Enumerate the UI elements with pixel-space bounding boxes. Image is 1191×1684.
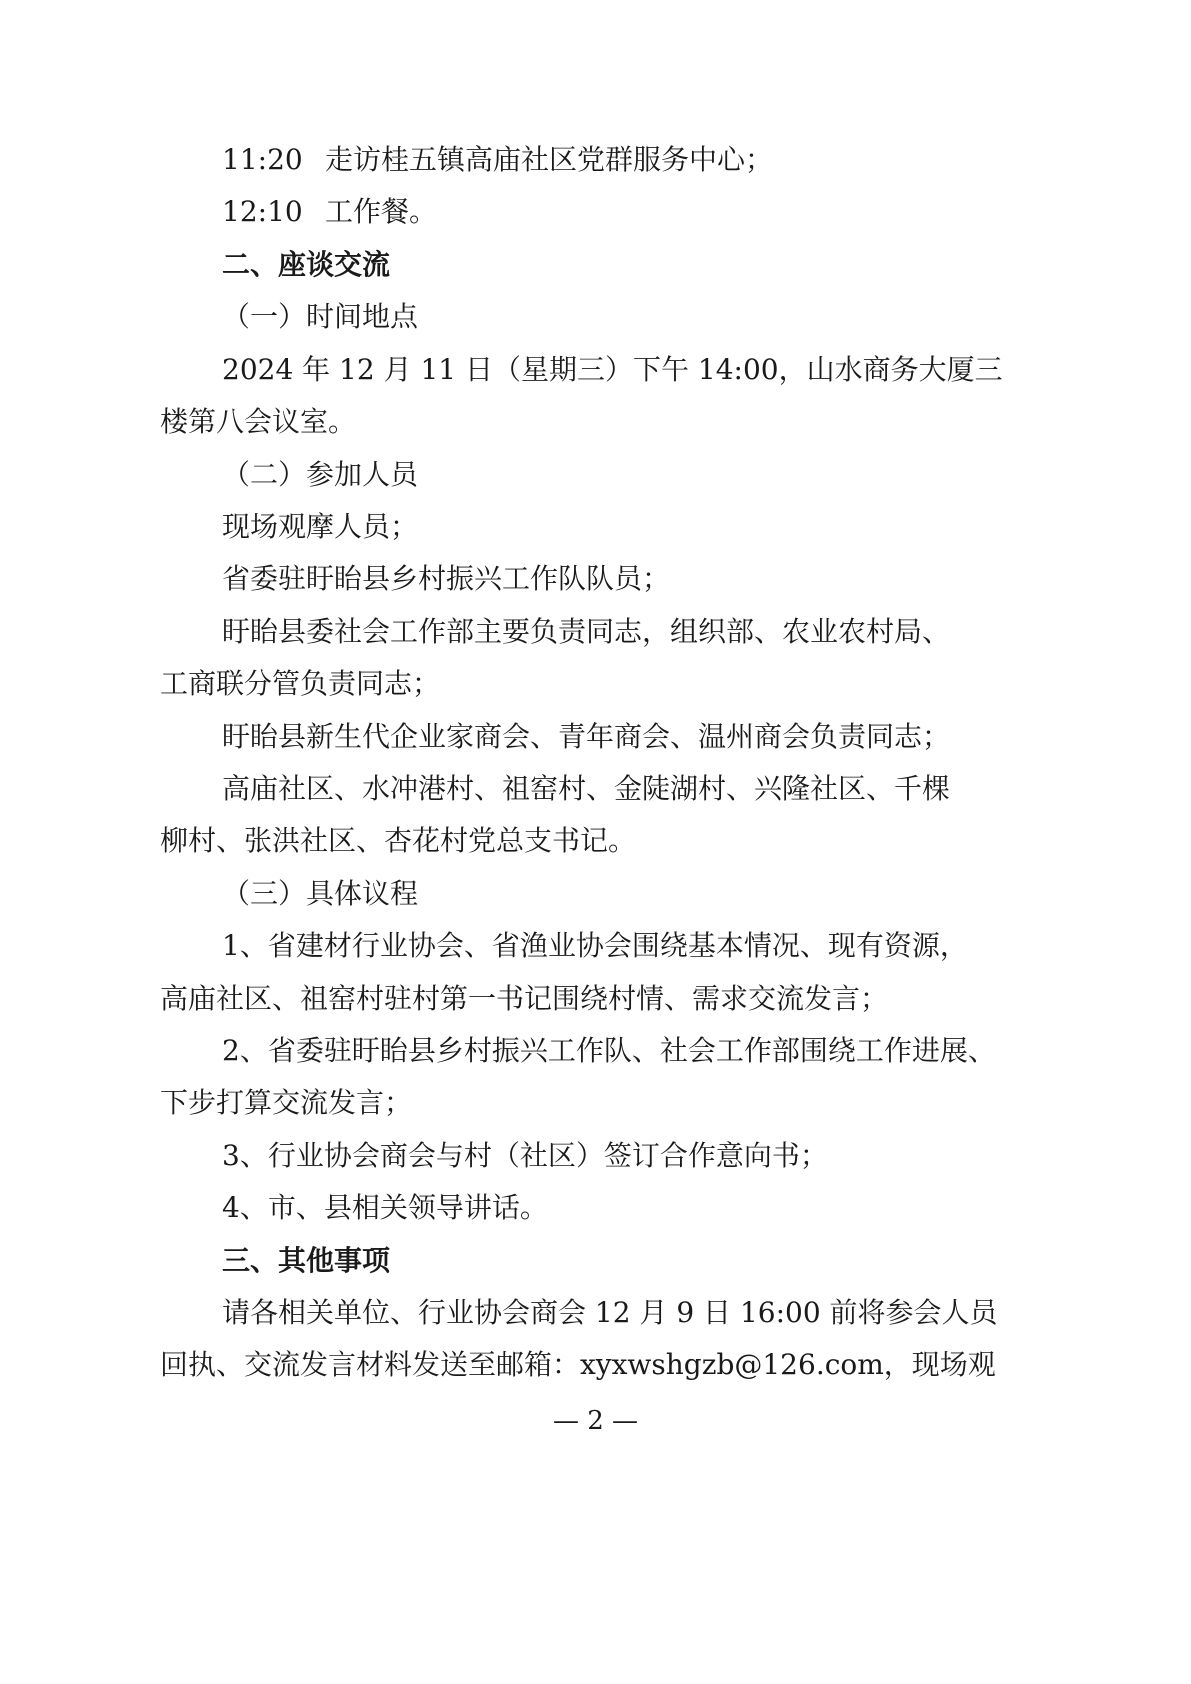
paragraph-line: 下步打算交流发言； xyxy=(160,1086,413,1119)
subsection-heading: （三）具体议程 xyxy=(222,877,419,910)
paragraph-line: 回执、交流发言材料发送至邮箱：xyxwshgzb@126.com，现场观 xyxy=(160,1348,996,1381)
paragraph-line: 现场观摩人员； xyxy=(222,510,419,543)
paragraph-line: 省委驻盱眙县乡村振兴工作队队员； xyxy=(222,562,671,595)
schedule-text: 工作餐。 xyxy=(325,195,438,228)
paragraph-line: 高庙社区、祖窑村驻村第一书记围绕村情、需求交流发言； xyxy=(160,982,889,1015)
paragraph-line: 3、行业协会商会与村（社区）签订合作意向书； xyxy=(222,1139,828,1172)
paragraph-line: 楼第八会议室。 xyxy=(160,405,357,438)
subsection-heading: （一）时间地点 xyxy=(222,300,419,333)
paragraph-line: 4、市、县相关领导讲话。 xyxy=(222,1191,548,1224)
paragraph-line: 请各相关单位、行业协会商会 12 月 9 日 16:00 前将参会人员 xyxy=(222,1296,998,1329)
paragraph-line: 2、省委驻盱眙县乡村振兴工作队、社会工作部围绕工作进展、 xyxy=(222,1034,996,1067)
paragraph-line: 高庙社区、水冲港村、祖窑村、金陡湖村、兴隆社区、千棵 xyxy=(222,772,951,805)
paragraph-line: 盱眙县委社会工作部主要负责同志，组织部、农业农村局、 xyxy=(222,615,951,648)
paragraph-line: 2024 年 12 月 11 日（星期三）下午 14:00，山水商务大厦三 xyxy=(222,353,1003,386)
paragraph-line: 工商联分管负责同志； xyxy=(160,667,441,700)
page-number: — 2 — xyxy=(552,1406,639,1436)
subsection-heading: （二）参加人员 xyxy=(222,458,419,491)
paragraph-line: 柳村、张洪社区、杏花村党总支书记。 xyxy=(160,824,637,857)
schedule-time: 12:10 xyxy=(222,195,303,228)
section-heading: 三、其他事项 xyxy=(222,1244,391,1277)
schedule-time: 11:20 xyxy=(222,143,303,176)
schedule-item xyxy=(0,192,1191,232)
schedule-item xyxy=(0,140,1191,180)
paragraph-line: 盱眙县新生代企业家商会、青年商会、温州商会负责同志； xyxy=(222,720,951,753)
schedule-text: 走访桂五镇高庙社区党群服务中心； xyxy=(325,143,774,176)
section-heading: 二、座谈交流 xyxy=(222,248,391,281)
paragraph-line: 1、省建材行业协会、省渔业协会围绕基本情况、现有资源， xyxy=(222,929,968,962)
